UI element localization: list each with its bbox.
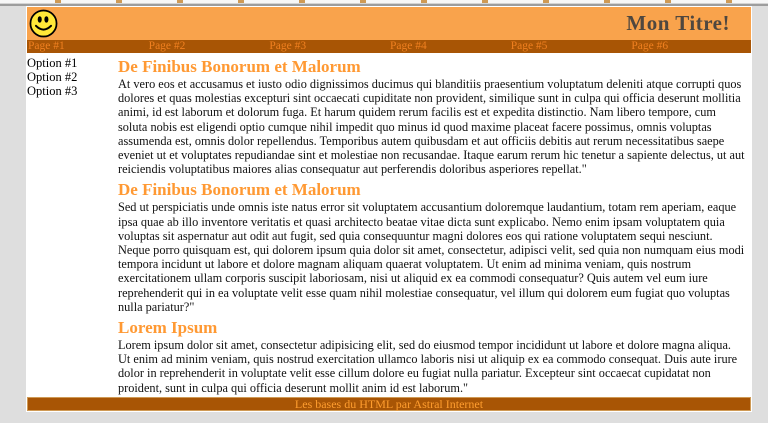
nav-item-page4[interactable]: Page #4	[390, 40, 427, 52]
sidebar	[27, 53, 118, 397]
site-header	[27, 7, 751, 40]
site-footer: Les bases du HTML par Astral Internet	[27, 397, 751, 411]
sidebar-item-option1[interactable]: Option #1	[27, 56, 78, 70]
section-heading-1: De Finibus Bonorum et Malorum	[118, 57, 361, 76]
section-paragraph-3: Lorem ipsum dolor sit amet, consectetur adipisicing elit, sed do eiusmod tempor incididunt ut labore et dolore magna aliqua. Ut enim ad minim veniam, quis nostrud exercitation ullamco laboris nisi ut aliquip ex ea commodo consequat. Duis aute irure dolor in reprehenderit in voluptate velit esse cillum dolore eu fugiat nulla pariatur. Excepteur sint occaecat cupidatat non proident, sunt in culpa qui officia deserunt mollit anim id est laborum."	[118, 338, 738, 395]
sidebar-item-option3[interactable]: Option #3	[27, 84, 78, 98]
sidebar-item-option2[interactable]: Option #2	[27, 70, 78, 84]
section-paragraph-1: At vero eos et accusamus et iusto odio dignissimos ducimus qui blanditiis praesentium voluptatum deleniti atque corrupti quos dolores et quas molestias excepturi sint occaecati cupiditate non provident, similique sunt in culpa qui officia deserunt mollitia animi, id est laborum et dolorum fuga. Et harum quidem rerum facilis est et expedita distinctio. Nam libero tempore, cum soluta nobis est eligendi optio cumque nihil impedit quo minus id quod maxime placeat facere possimus, omnis voluptas assumenda est, omnis dolor repellendus. Temporibus autem quibusdam et aut officiis debitis aut rerum necessitatibus saepe eveniet ut et voluptates repudiandae sint et molestiae non recusandae. Itaque earum rerum hic tenetur a sapiente delectus, ut aut reiciendis voluptatibus maiores alias consequatur aut perferendis doloribus asperiores repellat."	[118, 77, 745, 177]
nav-bar	[27, 40, 751, 53]
section-paragraph-2: Sed ut perspiciatis unde omnis iste natus error sit voluptatem accusantium doloremque laudantium, totam rem aperiam, eaque ipsa quae ab illo inventore veritatis et quasi architecto beatae vitae dicta sunt explicabo. Nemo enim ipsam voluptatem quia voluptas sit aspernatur aut odit aut fugit, sed quia consequuntur magni dolores eos qui ratione voluptatem sequi nesciunt. Neque porro quisquam est, qui dolorem ipsum quia dolor sit amet, consectetur, adipisci velit, sed quia non numquam eius modi tempora incidunt ut labore et dolore magnam aliquam quaerat voluptatem. Ut enim ad minima veniam, quis nostrum exercitationem ullam corporis suscipit laboriosam, nisi ut aliquid ex ea commodi consequatur? Quis autem vel eum iure reprehenderit qui in ea voluptate velit esse quam nihil molestiae consequatur, vel illum qui dolorem eum fugiat quo voluptas nulla pariatur?"	[118, 200, 745, 314]
nav-item-page3[interactable]: Page #3	[269, 40, 307, 52]
main-content	[118, 53, 751, 397]
smiley-icon	[29, 9, 58, 38]
nav-item-page5[interactable]: Page #5	[510, 40, 548, 52]
web-page	[26, 6, 752, 412]
section-heading-2: De Finibus Bonorum et Malorum	[118, 180, 361, 200]
page-body	[27, 53, 751, 397]
nav-item-page6[interactable]: Page #6	[631, 40, 669, 52]
scrollbar-track[interactable]	[752, 6, 768, 423]
nav-item-page1[interactable]: Page #1	[28, 40, 65, 52]
nav-item-page2[interactable]: Page #2	[148, 40, 186, 52]
section-heading-3: Lorem Ipsum	[118, 318, 218, 338]
page-title: Mon Titre!	[626, 11, 730, 35]
